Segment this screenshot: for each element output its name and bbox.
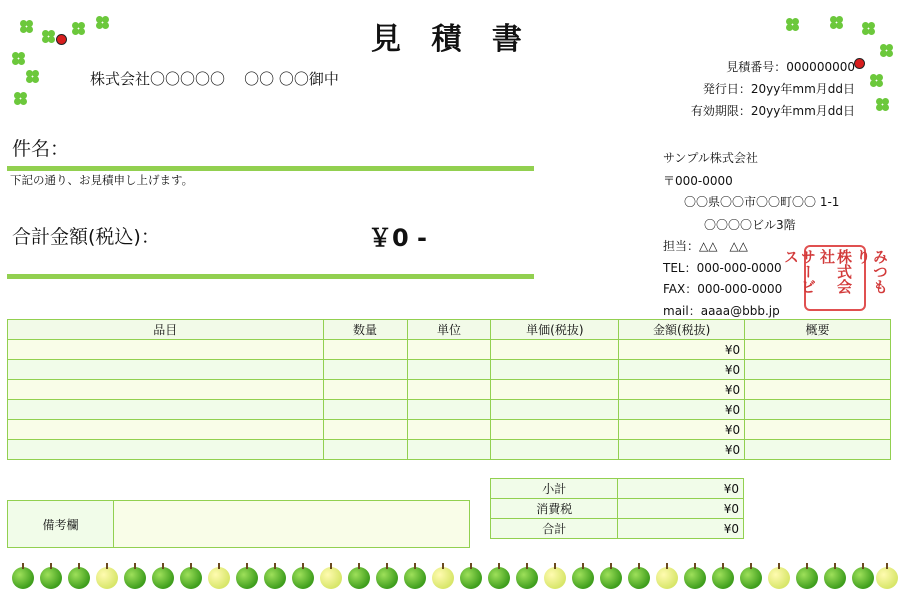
grand-total-row <box>491 519 744 539</box>
apple-icon <box>796 567 818 589</box>
grand-total-label: 合計 <box>491 519 618 539</box>
tax-value: ¥0 <box>618 499 744 519</box>
apple-icon <box>656 567 678 589</box>
document-title: 見 積 書 <box>371 22 532 57</box>
company-name: サンプル株式会社 <box>663 151 758 165</box>
company-mail: mail：aaaa@bbb.jp <box>663 304 780 318</box>
company-address2: 〇〇〇〇ビル3階 <box>704 218 796 232</box>
apple-icon <box>628 567 650 589</box>
clover-icon <box>14 92 26 104</box>
apple-icon <box>876 567 898 589</box>
apple-icon <box>544 567 566 589</box>
table-header-row <box>8 320 891 340</box>
apple-icon <box>432 567 454 589</box>
company-contact: 担当：△△ △△ <box>663 239 748 253</box>
apple-icon <box>96 567 118 589</box>
apple-icon <box>376 567 398 589</box>
apple-icon <box>516 567 538 589</box>
apple-icon <box>68 567 90 589</box>
apple-icon <box>236 567 258 589</box>
remarks-field[interactable] <box>114 501 470 548</box>
company-address1: 〇〇県〇〇市〇〇町〇〇 1-1 <box>684 195 840 209</box>
header-price: 単価(税抜) <box>491 320 619 340</box>
apple-icon <box>348 567 370 589</box>
tax-row <box>491 499 744 519</box>
table-row: ¥0 <box>8 360 891 380</box>
subject-underline <box>7 166 534 171</box>
total-amount-label: 合計金額(税込)： <box>12 226 160 248</box>
apple-icon <box>460 567 482 589</box>
apple-icon <box>684 567 706 589</box>
header-summary: 概要 <box>745 320 891 340</box>
apple-icon <box>824 567 846 589</box>
apple-icon <box>264 567 286 589</box>
table-row: ¥0 <box>8 380 891 400</box>
apple-icon <box>600 567 622 589</box>
estimate-number: 見積番号：000000000 <box>726 60 855 74</box>
table-row: ¥0 <box>8 340 891 360</box>
apple-icon <box>488 567 510 589</box>
tax-label: 消費税 <box>491 499 618 519</box>
valid-until: 有効期限：20yy年mm月dd日 <box>690 104 855 118</box>
client-name: 株式会社〇〇〇〇〇 〇〇 〇〇御中 <box>90 70 339 88</box>
company-tel: TEL：000-000-0000 <box>663 261 782 275</box>
total-amount-value: ￥0 - <box>368 224 428 252</box>
apple-icon <box>404 567 426 589</box>
apple-icon <box>740 567 762 589</box>
subtotal-value: ¥0 <box>618 479 744 499</box>
apple-icon <box>180 567 202 589</box>
remarks-label: 備考欄 <box>8 501 114 548</box>
apple-icon <box>320 567 342 589</box>
estimate-note: 下記の通り、お見積申し上げます。 <box>10 173 194 187</box>
apple-icon <box>12 567 34 589</box>
company-fax: FAX：000-000-0000 <box>663 282 783 296</box>
apple-icon <box>40 567 62 589</box>
company-seal-stamp: みつもり 株式会社 サービス <box>804 245 866 311</box>
table-row: ¥0 <box>8 400 891 420</box>
header-unit: 単位 <box>407 320 491 340</box>
company-zip: 〒000-0000 <box>663 174 733 188</box>
clover-icon <box>870 74 882 86</box>
subtotal-row <box>491 479 744 499</box>
header-qty: 数量 <box>323 320 407 340</box>
apple-icon <box>572 567 594 589</box>
apple-icon <box>124 567 146 589</box>
table-row: ¥0 <box>8 440 891 460</box>
header-amount: 金額(税抜) <box>619 320 745 340</box>
apple-icon <box>852 567 874 589</box>
apple-icon <box>768 567 790 589</box>
apple-icon <box>292 567 314 589</box>
remarks-table <box>7 500 470 548</box>
total-underline <box>7 274 534 279</box>
table-row: ¥0 <box>8 420 891 440</box>
clover-icon <box>26 70 38 82</box>
subject-label: 件名： <box>12 138 70 160</box>
items-table <box>7 319 891 460</box>
clover-icon <box>876 98 888 110</box>
ladybug-icon <box>854 58 865 69</box>
apple-icon <box>208 567 230 589</box>
issue-date: 発行日：20yy年mm月dd日 <box>702 82 855 96</box>
subtotal-label: 小計 <box>491 479 618 499</box>
header-item: 品目 <box>8 320 324 340</box>
grand-total-value: ¥0 <box>618 519 744 539</box>
apple-icon <box>712 567 734 589</box>
totals-table <box>490 478 744 539</box>
apple-icon <box>152 567 174 589</box>
